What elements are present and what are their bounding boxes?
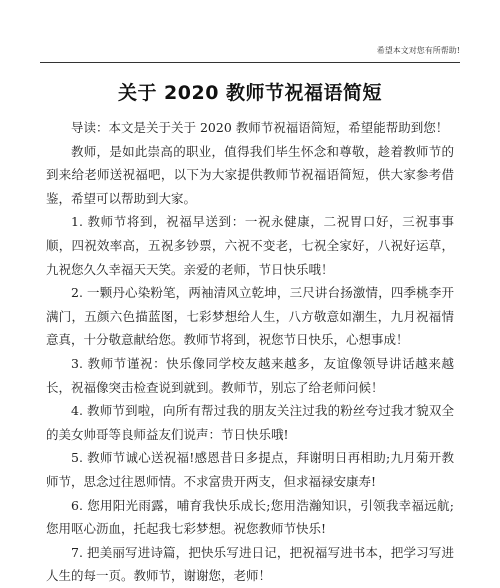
list-item: 1. 教师节将到，祝福早送到：一祝永健康，二祝胃口好，三祝事事顺，四祝效率高，五祝多钞票，六祝不变老，七祝全家好，八祝好运草，九祝您久久幸福天天笑。亲爱的老师，节日快乐哦！ (46, 214, 454, 277)
document-title: 关于 2020 教师节祝福语简短 (117, 82, 383, 104)
list-item: 2. 一颗丹心染粉笔，两袖清风立乾坤，三尺讲台扬激情，四季桃李开满门，五颜六色描蓝图，七彩梦想给人生，八方敬意如潮生，九月祝福情意真，十分敬意献给您。教师节将到，祝您节日快乐，心想事成！ (46, 285, 454, 348)
list-item: 3. 教师节谨祝：快乐像同学校友越来越多，友谊像领导讲话越来越长，祝福像突击检查说到就到。教师节，别忘了给老师问候！ (46, 355, 454, 395)
list-item: 6. 您用阳光雨露，哺育我快乐成长;您用浩瀚知识，引领我幸福远航;您用呕心沥血，托起我七彩梦想。祝您教师节快乐! (46, 497, 454, 537)
page-header (40, 40, 460, 63)
list-item: 5. 教师节诚心送祝福!感恩昔日多提点，拜谢明日再相助;九月菊开教师节，思念过往恩师情。不求富贵开两支，但求福禄安康寿! (46, 450, 454, 489)
list-item: 4. 教师节到啦，向所有帮过我的朋友关注过我的粉丝夸过我才貌双全的美女帅哥等良师益友们说声：节日快乐哦! (46, 403, 454, 442)
intro-paragraph: 导读：本文是关于关于 2020 教师节祝福语简短，希望能帮助到您！ (71, 120, 449, 135)
header-note: 希望本文对您有所帮助! (376, 46, 460, 55)
body-paragraph: 教师，是如此崇高的职业，值得我们毕生怀念和尊敬，趁着教师节的到来给老师送祝福吧，以下为大家提供教师节祝福语简短，供大家参考借鉴，希望可以帮助到大家。 (46, 143, 454, 206)
list-item: 7. 把美丽写进诗篇，把快乐写进日记，把祝福写进书本，把学习写进人生的每一页。教师节，谢谢您，老师！ (46, 544, 454, 584)
document-body (46, 116, 454, 588)
